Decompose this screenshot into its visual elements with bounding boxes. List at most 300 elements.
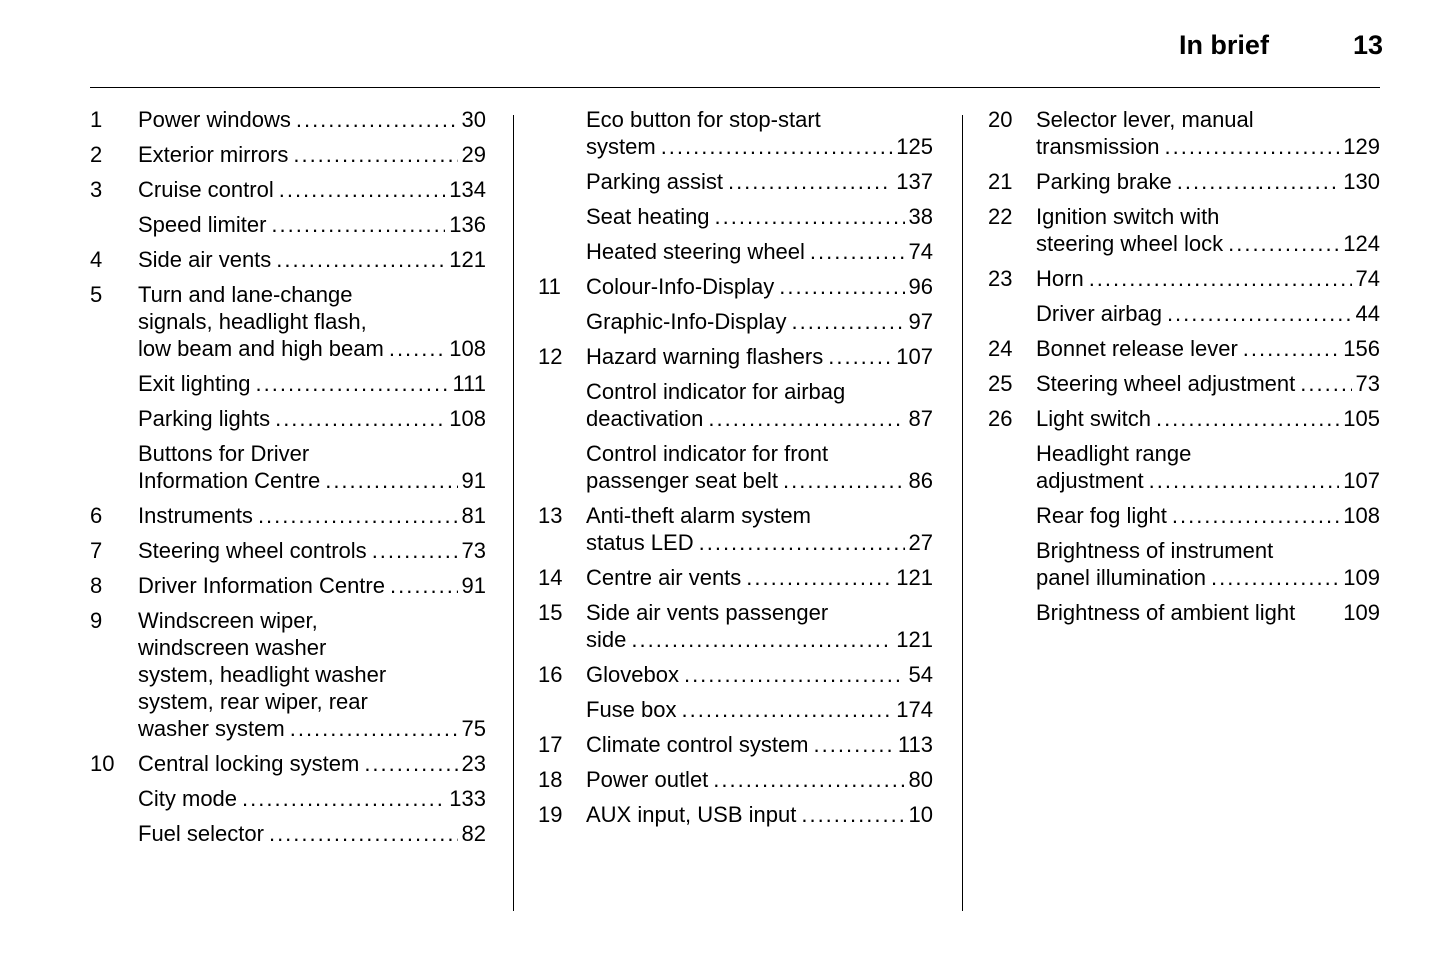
entry-body xyxy=(138,607,486,742)
entry-number xyxy=(538,238,586,265)
entry-page-number: 29 xyxy=(461,142,486,167)
dot-leader xyxy=(296,106,458,133)
entry-last-line xyxy=(138,106,486,133)
entry-text-line: Buttons for Driver xyxy=(138,441,310,466)
entry-page-number: 74 xyxy=(908,239,933,264)
entry-last-line xyxy=(138,537,486,564)
entry-page-number: 134 xyxy=(449,177,486,202)
dot-leader xyxy=(828,343,892,370)
toc-entry xyxy=(538,203,933,230)
toc-entry xyxy=(988,300,1380,327)
dot-leader xyxy=(364,750,457,777)
entry-number: 23 xyxy=(988,266,1013,291)
entry-body xyxy=(586,273,933,300)
entry-body xyxy=(138,176,486,203)
entry-page-number: 121 xyxy=(449,247,486,272)
entry-last-line xyxy=(586,405,933,432)
dot-leader xyxy=(1243,335,1339,362)
toc-entry xyxy=(538,168,933,195)
toc-entry xyxy=(90,502,486,529)
toc-entry xyxy=(538,238,933,265)
entry-title: Fuel selector xyxy=(138,821,264,846)
entry-body xyxy=(138,246,486,273)
entry-number xyxy=(538,106,586,160)
entry-page-number: 10 xyxy=(908,802,933,827)
entry-body xyxy=(138,440,486,494)
entry-page-number: 121 xyxy=(896,627,933,652)
dot-leader xyxy=(242,785,445,812)
entry-text-line: Selector lever, manual xyxy=(1036,107,1254,132)
toc-columns xyxy=(90,106,1380,911)
page-number: 13 xyxy=(1352,30,1383,60)
entry-last-line xyxy=(138,715,486,742)
entry-title: Power windows xyxy=(138,107,291,132)
dot-leader xyxy=(1164,133,1339,160)
toc-entry xyxy=(538,661,933,688)
entry-body xyxy=(586,599,933,653)
entry-last-line xyxy=(586,626,933,653)
entry-body xyxy=(138,211,486,238)
dot-leader xyxy=(258,502,458,529)
entry-page-number: 108 xyxy=(1343,503,1380,528)
toc-column-1 xyxy=(90,106,486,855)
entry-last-line xyxy=(1036,502,1380,529)
entry-title: Side air vents xyxy=(138,247,272,272)
column-divider xyxy=(513,115,514,911)
entry-number: 9 xyxy=(90,608,103,633)
dot-leader xyxy=(783,467,904,494)
toc-entry xyxy=(538,766,933,793)
entry-page-number: 91 xyxy=(461,468,486,493)
toc-entry xyxy=(538,696,933,723)
entry-last-line xyxy=(138,246,486,273)
entry-number xyxy=(90,211,138,238)
toc-entry xyxy=(90,440,486,494)
entry-title: Rear fog light xyxy=(1036,503,1167,528)
entry-title: Parking assist xyxy=(586,169,723,194)
entry-title: Heated steering wheel xyxy=(586,239,805,264)
entry-page-number: 73 xyxy=(1355,371,1380,396)
entry-body xyxy=(138,572,486,599)
entry-last-line xyxy=(1036,599,1380,626)
toc-entry xyxy=(538,599,933,653)
entry-number: 11 xyxy=(538,274,561,299)
entry-number xyxy=(988,440,1036,494)
toc-entry xyxy=(90,820,486,847)
dot-leader xyxy=(682,696,893,723)
dot-leader xyxy=(708,405,904,432)
entry-page-number: 73 xyxy=(461,538,486,563)
dot-leader xyxy=(631,626,892,653)
dot-leader xyxy=(275,405,445,432)
entry-text-line: Headlight range xyxy=(1036,441,1192,466)
entry-number: 5 xyxy=(90,282,103,307)
entry-number: 18 xyxy=(538,767,563,792)
entry-body xyxy=(586,378,933,432)
entry-page-number: 107 xyxy=(896,344,933,369)
entry-number: 6 xyxy=(90,503,103,528)
entry-last-line xyxy=(138,211,486,238)
entry-page-number: 174 xyxy=(896,697,933,722)
dot-leader xyxy=(279,176,446,203)
entry-title: Parking brake xyxy=(1036,169,1172,194)
entry-last-line xyxy=(138,820,486,847)
entry-last-line xyxy=(138,572,486,599)
toc-column-2 xyxy=(538,106,933,836)
entry-title: AUX input, USB input xyxy=(586,802,797,827)
entry-last-line xyxy=(138,141,486,168)
entry-last-line xyxy=(1036,564,1380,591)
entry-text-line: Side air vents passenger xyxy=(586,600,829,625)
entry-title: Climate control system xyxy=(586,732,809,757)
entry-page-number: 91 xyxy=(461,573,486,598)
entry-page-number: 109 xyxy=(1343,565,1380,590)
toc-entry xyxy=(90,281,486,362)
entry-title: Cruise control xyxy=(138,177,274,202)
entry-body xyxy=(1036,203,1380,257)
entry-body xyxy=(586,203,933,230)
entry-last-line xyxy=(1036,335,1380,362)
entry-number: 25 xyxy=(988,371,1013,396)
toc-entry xyxy=(538,273,933,300)
entry-number xyxy=(538,308,586,335)
entry-title: Steering wheel controls xyxy=(138,538,367,563)
entry-body xyxy=(586,308,933,335)
entry-title: steering wheel lock xyxy=(1036,231,1224,256)
entry-body xyxy=(586,343,933,370)
dot-leader xyxy=(779,273,904,300)
entry-last-line xyxy=(1036,300,1380,327)
entry-page-number: 81 xyxy=(461,503,486,528)
dot-leader xyxy=(372,537,458,564)
dot-leader xyxy=(1300,370,1351,397)
toc-entry xyxy=(538,378,933,432)
entry-body xyxy=(138,281,486,362)
entry-body xyxy=(138,785,486,812)
dot-leader xyxy=(276,246,445,273)
entry-text-line: Control indicator for front xyxy=(586,441,829,466)
toc-entry xyxy=(988,502,1380,529)
entry-last-line xyxy=(1036,265,1380,292)
entry-page-number: 136 xyxy=(449,212,486,237)
dot-leader xyxy=(1149,467,1340,494)
entry-number: 2 xyxy=(90,142,103,167)
dot-leader xyxy=(1156,405,1339,432)
entry-number: 15 xyxy=(538,600,563,625)
entry-title: City mode xyxy=(138,786,238,811)
entry-body xyxy=(138,405,486,432)
entry-text-line: signals, headlight flash, xyxy=(138,309,367,334)
entry-last-line xyxy=(586,133,933,160)
entry-title: Parking lights xyxy=(138,406,271,431)
entry-last-line xyxy=(586,203,933,230)
entry-number: 24 xyxy=(988,336,1013,361)
entry-last-line xyxy=(586,308,933,335)
dot-leader xyxy=(814,731,894,758)
entry-number: 19 xyxy=(538,802,563,827)
entry-last-line xyxy=(138,370,486,397)
dot-leader xyxy=(1228,230,1339,257)
entry-number xyxy=(538,696,586,723)
entry-number xyxy=(988,537,1036,591)
header-rule xyxy=(90,87,1380,88)
entry-number xyxy=(90,440,138,494)
dot-leader xyxy=(684,661,905,688)
entry-page-number: 82 xyxy=(461,821,486,846)
entry-number: 21 xyxy=(988,169,1013,194)
entry-last-line xyxy=(138,335,486,362)
toc-entry xyxy=(90,405,486,432)
entry-page-number: 124 xyxy=(1343,231,1380,256)
entry-page-number: 129 xyxy=(1343,134,1380,159)
dot-leader xyxy=(1211,564,1339,591)
entry-page-number: 97 xyxy=(908,309,933,334)
entry-page-number: 121 xyxy=(896,565,933,590)
entry-number: 10 xyxy=(90,751,115,776)
entry-title: passenger seat belt xyxy=(586,468,779,493)
entry-last-line xyxy=(138,785,486,812)
entry-body xyxy=(586,106,933,160)
entry-last-line xyxy=(138,750,486,777)
toc-entry xyxy=(988,203,1380,257)
entry-last-line xyxy=(1036,230,1380,257)
entry-last-line xyxy=(586,168,933,195)
dot-leader xyxy=(290,715,458,742)
entry-body xyxy=(1036,168,1380,195)
entry-number xyxy=(90,785,138,812)
entry-page-number: 27 xyxy=(908,530,933,555)
entry-title: Graphic-Info-Display xyxy=(586,309,787,334)
entry-last-line xyxy=(138,467,486,494)
entry-title: Hazard warning flashers xyxy=(586,344,824,369)
entry-number: 17 xyxy=(538,732,563,757)
entry-body xyxy=(138,106,486,133)
entry-page-number: 23 xyxy=(461,751,486,776)
entry-body xyxy=(1036,537,1380,591)
entry-last-line xyxy=(1036,467,1380,494)
entry-last-line xyxy=(586,696,933,723)
toc-entry xyxy=(988,440,1380,494)
dot-leader xyxy=(256,370,449,397)
entry-number xyxy=(538,440,586,494)
entry-body xyxy=(1036,370,1380,397)
entry-title: washer system xyxy=(138,716,285,741)
entry-title: Exterior mirrors xyxy=(138,142,289,167)
entry-text-line: Anti-theft alarm system xyxy=(586,503,811,528)
entry-body xyxy=(1036,106,1380,160)
entry-page-number: 38 xyxy=(908,204,933,229)
entry-body xyxy=(138,141,486,168)
entry-number: 26 xyxy=(988,406,1013,431)
entry-title: Speed limiter xyxy=(138,212,267,237)
entry-title: adjustment xyxy=(1036,468,1144,493)
entry-title: Fuse box xyxy=(586,697,677,722)
toc-entry xyxy=(90,246,486,273)
entry-number xyxy=(988,502,1036,529)
entry-page-number: 44 xyxy=(1355,301,1380,326)
dot-leader xyxy=(389,335,445,362)
dot-leader xyxy=(661,133,893,160)
toc-entry xyxy=(90,607,486,742)
entry-title: Colour-Info-Display xyxy=(586,274,775,299)
entry-title: Brightness of ambient light xyxy=(1036,600,1296,625)
dot-leader xyxy=(1177,168,1340,195)
dot-leader xyxy=(801,801,904,828)
toc-entry xyxy=(538,731,933,758)
entry-number xyxy=(538,378,586,432)
entry-title: Bonnet release lever xyxy=(1036,336,1238,361)
entry-page-number: 113 xyxy=(897,732,933,757)
entry-text-line: Windscreen wiper, xyxy=(138,608,318,633)
entry-last-line xyxy=(1036,370,1380,397)
dot-leader xyxy=(713,766,904,793)
entry-number xyxy=(988,300,1036,327)
entry-last-line xyxy=(586,467,933,494)
entry-page-number: 54 xyxy=(908,662,933,687)
toc-entry xyxy=(988,168,1380,195)
entry-last-line xyxy=(586,801,933,828)
entry-title: Exit lighting xyxy=(138,371,251,396)
entry-last-line xyxy=(586,661,933,688)
entry-body xyxy=(138,820,486,847)
entry-text-line: Brightness of instrument xyxy=(1036,538,1274,563)
entry-title: Driver airbag xyxy=(1036,301,1162,326)
toc-entry xyxy=(988,106,1380,160)
entry-title: side xyxy=(586,627,627,652)
entry-body xyxy=(1036,440,1380,494)
entry-last-line xyxy=(1036,405,1380,432)
entry-title: system xyxy=(586,134,656,159)
toc-entry xyxy=(90,785,486,812)
dot-leader xyxy=(699,529,905,556)
entry-body xyxy=(1036,405,1380,432)
entry-body xyxy=(586,502,933,556)
entry-title: Steering wheel adjustment xyxy=(1036,371,1296,396)
entry-number: 16 xyxy=(538,662,563,687)
toc-entry xyxy=(538,343,933,370)
toc-entry xyxy=(988,265,1380,292)
entry-number xyxy=(538,203,586,230)
toc-entry xyxy=(90,537,486,564)
entry-number: 12 xyxy=(538,344,563,369)
entry-body xyxy=(586,440,933,494)
entry-body xyxy=(138,537,486,564)
entry-title: Seat heating xyxy=(586,204,710,229)
dot-leader xyxy=(810,238,905,265)
toc-entry xyxy=(988,370,1380,397)
toc-entry xyxy=(988,537,1380,591)
entry-page-number: 111 xyxy=(452,371,486,396)
toc-entry xyxy=(538,308,933,335)
entry-text-line: Ignition switch with xyxy=(1036,204,1220,229)
entry-last-line xyxy=(138,176,486,203)
page-section-title: In brief xyxy=(1178,30,1269,60)
entry-title: Light switch xyxy=(1036,406,1151,431)
dot-leader xyxy=(746,564,892,591)
entry-title: Horn xyxy=(1036,266,1084,291)
toc-column-3 xyxy=(988,106,1380,634)
entry-title: Glovebox xyxy=(586,662,679,687)
entry-title: Central locking system xyxy=(138,751,360,776)
entry-title: deactivation xyxy=(586,406,704,431)
dot-leader xyxy=(269,820,458,847)
entry-text-line: Control indicator for airbag xyxy=(586,379,846,404)
entry-last-line xyxy=(586,238,933,265)
entry-text-line: Eco button for stop-start xyxy=(586,107,821,132)
entry-last-line xyxy=(586,731,933,758)
entry-body xyxy=(1036,265,1380,292)
entry-title: transmission xyxy=(1036,134,1160,159)
entry-text-line: windscreen washer xyxy=(138,635,327,660)
entry-last-line xyxy=(586,564,933,591)
toc-entry xyxy=(90,572,486,599)
dot-leader xyxy=(792,308,905,335)
entry-last-line xyxy=(586,766,933,793)
entry-number: 1 xyxy=(90,107,103,132)
dot-leader xyxy=(325,467,457,494)
entry-body xyxy=(1036,335,1380,362)
entry-page-number: 107 xyxy=(1343,468,1380,493)
entry-title: status LED xyxy=(586,530,694,555)
entry-number xyxy=(988,599,1036,626)
entry-number: 3 xyxy=(90,177,103,202)
entry-page-number: 30 xyxy=(461,107,486,132)
dot-leader xyxy=(1167,300,1352,327)
toc-entry xyxy=(90,176,486,203)
entry-body xyxy=(586,238,933,265)
toc-entry xyxy=(90,750,486,777)
entry-body xyxy=(586,801,933,828)
entry-body xyxy=(586,168,933,195)
toc-entry xyxy=(90,141,486,168)
entry-number xyxy=(538,168,586,195)
entry-body xyxy=(138,370,486,397)
entry-page-number: 109 xyxy=(1343,600,1380,625)
toc-entry xyxy=(90,106,486,133)
entry-number: 13 xyxy=(538,503,563,528)
column-divider xyxy=(962,115,963,911)
entry-title: Power outlet xyxy=(586,767,709,792)
entry-title: Driver Information Centre xyxy=(138,573,385,598)
entry-page-number: 108 xyxy=(449,336,486,361)
entry-page-number: 125 xyxy=(896,134,933,159)
entry-page-number: 130 xyxy=(1343,169,1380,194)
toc-entry xyxy=(988,405,1380,432)
entry-number xyxy=(90,820,138,847)
entry-page-number: 108 xyxy=(449,406,486,431)
entry-body xyxy=(586,661,933,688)
entry-page-number: 156 xyxy=(1343,336,1380,361)
entry-page-number: 75 xyxy=(461,716,486,741)
entry-title: Information Centre xyxy=(138,468,321,493)
entry-last-line xyxy=(586,343,933,370)
entry-last-line xyxy=(1036,168,1380,195)
entry-number: 20 xyxy=(988,107,1013,132)
entry-page-number: 105 xyxy=(1343,406,1380,431)
entry-number xyxy=(90,370,138,397)
entry-last-line xyxy=(586,273,933,300)
entry-body xyxy=(1036,599,1380,626)
dot-leader xyxy=(715,203,905,230)
entry-page-number: 96 xyxy=(908,274,933,299)
page-header xyxy=(1179,30,1383,61)
entry-number: 4 xyxy=(90,247,103,272)
entry-text-line: Turn and lane-change xyxy=(138,282,353,307)
entry-number: 7 xyxy=(90,538,103,563)
dot-leader xyxy=(390,572,458,599)
entry-last-line xyxy=(586,529,933,556)
entry-number xyxy=(90,405,138,432)
